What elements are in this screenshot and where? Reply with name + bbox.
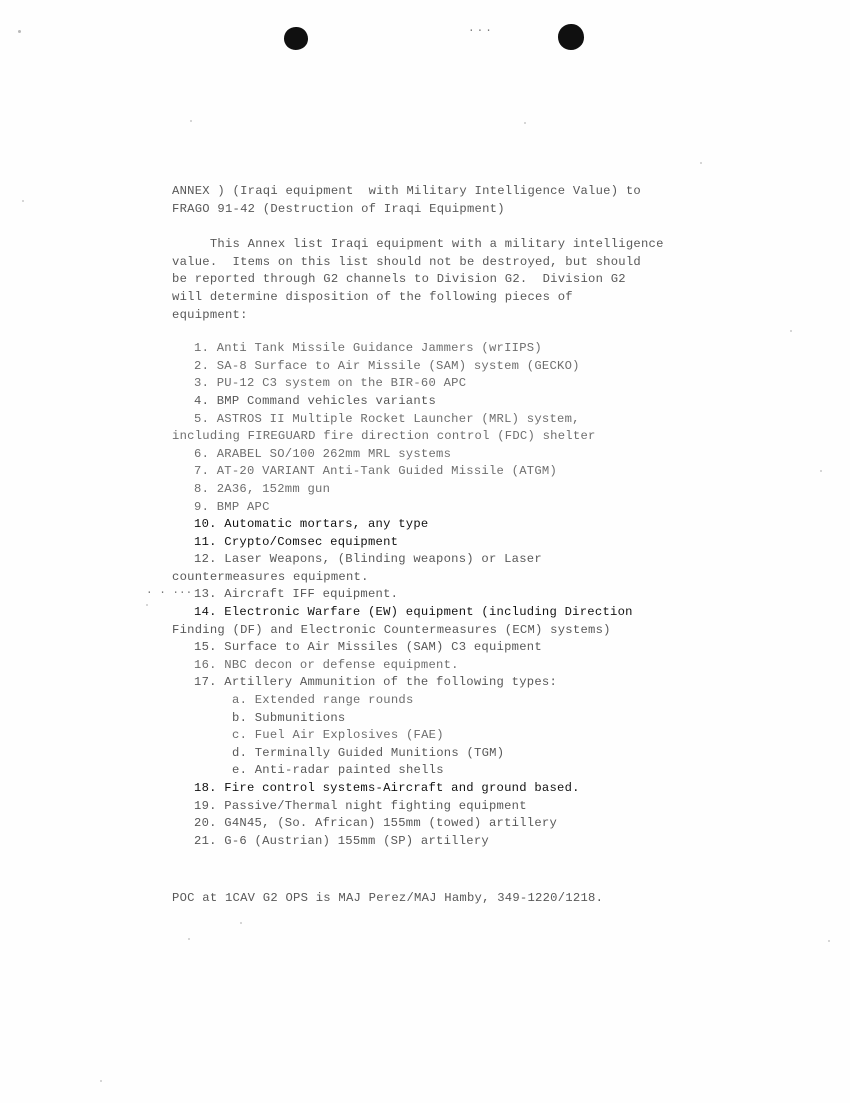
scan-speckle [146, 604, 148, 606]
list-item: 5. ASTROS II Multiple Rocket Launcher (MRL) system, [194, 411, 580, 426]
scan-speckle [100, 1080, 102, 1082]
list-item: 1. Anti Tank Missile Guidance Jammers (wrIIPS) [194, 341, 542, 356]
point-of-contact-block [172, 890, 732, 908]
list-item: 21. G-6 (Austrian) 155mm (SP) artillery [194, 833, 489, 848]
list-item: 12. Laser Weapons, (Blinding weapons) or Laser [194, 552, 542, 567]
scan-speckle [188, 938, 190, 940]
punch-hole-blob-left [284, 27, 308, 50]
list-item: 2. SA-8 Surface to Air Missile (SAM) system (GECKO) [194, 358, 580, 373]
list-item: 17. Artillery Ammunition of the following types: [194, 675, 558, 690]
list-item: 3. PU-12 C3 system on the BIR-60 APC [194, 376, 467, 391]
intro-paragraph [172, 236, 732, 324]
list-item-continuation: Finding (DF) and Electronic Countermeasures (ECM) systems) [172, 622, 611, 637]
scan-speckle [524, 122, 526, 124]
list-item-continuation: including FIREGUARD fire direction control (FDC) shelter [172, 429, 596, 444]
annex-heading-line-1: ANNEX ) (Iraqi equipment with Military Intelligence Value) to [172, 184, 641, 198]
list-item: 10. Automatic mortars, any type [194, 517, 429, 532]
list-subitem: d. Terminally Guided Munitions (TGM) [232, 745, 505, 760]
list-subitem: b. Submunitions [232, 710, 346, 725]
list-subitem: c. Fuel Air Explosives (FAE) [232, 728, 444, 743]
list-item: 14. Electronic Warfare (EW) equipment (including Direction [194, 605, 633, 620]
list-subitem: a. Extended range rounds [232, 693, 414, 708]
scan-speckle [22, 200, 24, 202]
list-subitem: e. Anti-radar painted shells [232, 763, 444, 778]
equipment-list [172, 340, 732, 850]
list-item-continuation: countermeasures equipment. [172, 569, 369, 584]
intro-line-1: This Annex list Iraqi equipment with a military intelligence [172, 237, 664, 252]
list-item: 9. BMP APC [194, 499, 270, 514]
list-item: 15. Surface to Air Missiles (SAM) C3 equipment [194, 640, 542, 655]
scan-speckle [240, 922, 242, 924]
top-dots-mark: ... [468, 23, 494, 35]
list-item: 11. Crypto/Comsec equipment [194, 534, 399, 549]
list-item: 6. ARABEL SO/100 262mm MRL systems [194, 446, 452, 461]
scan-speckle [790, 330, 792, 332]
list-item: 20. G4N45, (So. African) 155mm (towed) artillery [194, 816, 558, 831]
scan-speckle [700, 162, 702, 164]
list-item: 18. Fire control systems-Aircraft and ground based. [194, 781, 580, 795]
list-item: 7. AT-20 VARIANT Anti-Tank Guided Missile (ATGM) [194, 464, 558, 479]
document-body [172, 183, 732, 908]
poc-line: POC at 1CAV G2 OPS is MAJ Perez/MAJ Hamby, 349-1220/1218. [172, 891, 604, 906]
list-item: 19. Passive/Thermal night fighting equipment [194, 798, 527, 813]
punch-hole-blob-right [558, 24, 584, 50]
list-item: 4. BMP Command vehicles variants [194, 393, 437, 408]
left-margin-ellipsis-mark: . . ... [146, 585, 193, 597]
list-item: 8. 2A36, 152mm gun [194, 481, 331, 496]
scan-speckle [820, 470, 822, 472]
intro-line-3: be reported through G2 channels to Division G2. Division G2 [172, 272, 626, 287]
intro-line-5: equipment: [172, 307, 248, 322]
intro-line-4: will determine disposition of the following pieces of [172, 289, 573, 304]
scan-speckle [190, 120, 192, 122]
annex-heading [172, 183, 732, 218]
scan-speckle [828, 940, 830, 942]
scan-speckle [18, 30, 21, 33]
intro-line-2: value. Items on this list should not be destroyed, but should [172, 254, 641, 269]
annex-heading-line-2: FRAGO 91-42 (Destruction of Iraqi Equipment) [172, 201, 505, 216]
list-item: 13. Aircraft IFF equipment. [194, 587, 399, 602]
list-item: 16. NBC decon or defense equipment. [194, 657, 459, 672]
